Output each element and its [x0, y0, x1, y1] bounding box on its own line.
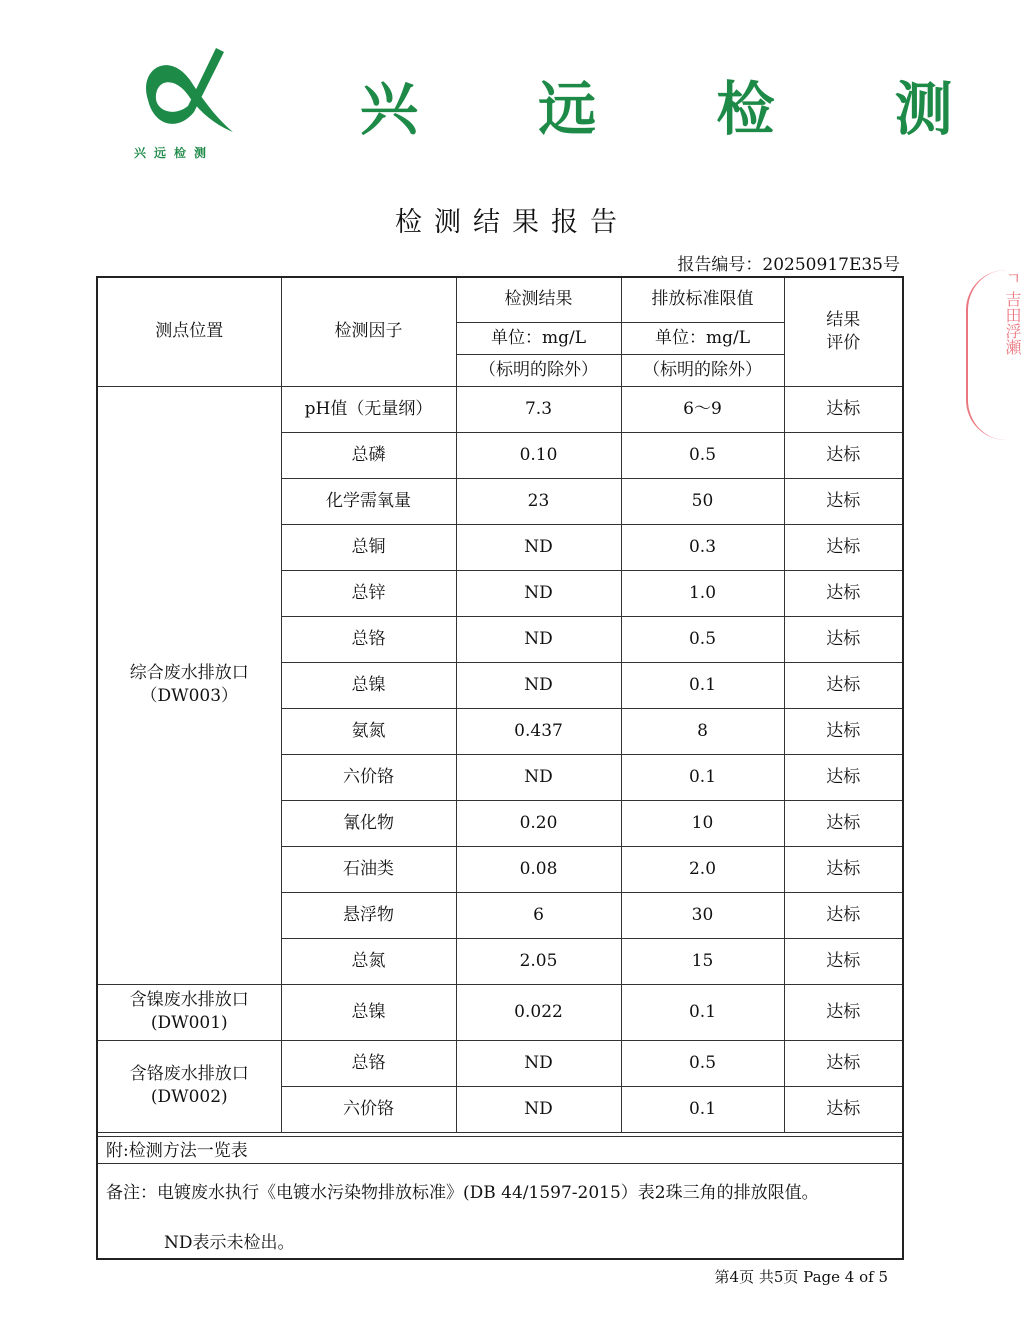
page-footer: 第4页 共5页 Page 4 of 5 [714, 1268, 888, 1286]
results-table [98, 278, 902, 1133]
result-cell: 0.20 [456, 800, 621, 846]
evaluation-cell: 达标 [784, 938, 902, 984]
header-limit: 排放标准限值 [621, 278, 784, 322]
nd-note: ND表示未检出。 [164, 1233, 295, 1253]
factor-cell: 六价铬 [281, 1086, 456, 1132]
table-row [98, 386, 902, 432]
brand-name: 兴 远 检 测 [360, 75, 1003, 143]
location-code: （DW003） [140, 686, 239, 706]
location-cell [98, 386, 281, 984]
logo-caption: 兴远检测 [134, 146, 215, 160]
result-cell: 23 [456, 478, 621, 524]
location-name: 含铬废水排放口 [129, 1064, 249, 1085]
result-cell: ND [456, 754, 621, 800]
evaluation-cell: 达标 [784, 708, 902, 754]
limit-cell: 6～9 [621, 386, 784, 432]
factor-cell: 总铜 [281, 524, 456, 570]
limit-cell: 1.0 [621, 570, 784, 616]
result-cell: 2.05 [456, 938, 621, 984]
evaluation-cell: 达标 [784, 386, 902, 432]
header-limit-note: （标明的除外） [621, 354, 784, 386]
header-result: 检测结果 [456, 278, 621, 322]
result-cell: ND [456, 1086, 621, 1132]
limit-cell: 0.1 [621, 662, 784, 708]
header-limit-unit: 单位：mg/L [621, 322, 784, 354]
factor-cell: 总磷 [281, 432, 456, 478]
result-cell: 0.437 [456, 708, 621, 754]
result-cell: 0.08 [456, 846, 621, 892]
evaluation-cell: 达标 [784, 846, 902, 892]
evaluation-cell: 达标 [784, 616, 902, 662]
factor-cell: 六价铬 [281, 754, 456, 800]
limit-cell: 50 [621, 478, 784, 524]
header-result-unit: 单位：mg/L [456, 322, 621, 354]
appendix-label: 附:检测方法一览表 [98, 1136, 902, 1164]
limit-cell: 2.0 [621, 846, 784, 892]
report-number: 报告编号：20250917E35号 [677, 255, 900, 275]
results-sheet [96, 276, 904, 1260]
limit-cell: 0.1 [621, 984, 784, 1040]
limit-cell: 10 [621, 800, 784, 846]
evaluation-cell: 达标 [784, 800, 902, 846]
evaluation-cell: 达标 [784, 892, 902, 938]
factor-cell: 悬浮物 [281, 892, 456, 938]
result-cell: 0.022 [456, 984, 621, 1040]
header-evaluation-line1: 结果 [826, 309, 861, 330]
table-row [98, 1040, 902, 1086]
result-cell: ND [456, 524, 621, 570]
result-cell: 0.10 [456, 432, 621, 478]
factor-cell: 总镍 [281, 984, 456, 1040]
location-name: 综合废水排放口 [129, 663, 249, 684]
limit-cell: 30 [621, 892, 784, 938]
page-title: 检测结果报告 [395, 207, 629, 238]
evaluation-cell: 达标 [784, 662, 902, 708]
result-cell: 6 [456, 892, 621, 938]
factor-cell: 总锌 [281, 570, 456, 616]
location-code: (DW001) [150, 1013, 228, 1033]
evaluation-cell: 达标 [784, 1040, 902, 1086]
limit-cell: 0.5 [621, 432, 784, 478]
result-cell: 7.3 [456, 386, 621, 432]
factor-cell: 总铬 [281, 1040, 456, 1086]
result-cell: ND [456, 616, 621, 662]
header-factor: 检测因子 [281, 278, 456, 386]
evaluation-cell: 达标 [784, 754, 902, 800]
evaluation-cell: 达标 [784, 984, 902, 1040]
limit-cell: 0.3 [621, 524, 784, 570]
factor-cell: 氨氮 [281, 708, 456, 754]
header-location: 测点位置 [98, 278, 281, 386]
seal-stamp [966, 270, 1024, 440]
factor-cell: 化学需氧量 [281, 478, 456, 524]
seal-text: ㄱ 吉田浮瀬 [1003, 270, 1022, 356]
result-cell: ND [456, 1040, 621, 1086]
logo-mark-icon [128, 40, 240, 140]
limit-cell: 0.1 [621, 754, 784, 800]
location-name: 含镍废水排放口 [129, 990, 249, 1011]
evaluation-cell: 达标 [784, 478, 902, 524]
table-row [98, 984, 902, 1040]
result-cell: ND [456, 570, 621, 616]
result-cell: ND [456, 662, 621, 708]
header-result-note: （标明的除外） [456, 354, 621, 386]
location-cell [98, 984, 281, 1040]
evaluation-cell: 达标 [784, 570, 902, 616]
factor-cell: 石油类 [281, 846, 456, 892]
company-logo [128, 40, 240, 160]
header-evaluation [784, 278, 902, 386]
limit-cell: 0.5 [621, 1040, 784, 1086]
header-evaluation-line2: 评价 [826, 332, 861, 353]
factor-cell: 总铬 [281, 616, 456, 662]
limit-cell: 0.5 [621, 616, 784, 662]
evaluation-cell: 达标 [784, 432, 902, 478]
evaluation-cell: 达标 [784, 1086, 902, 1132]
location-cell [98, 1040, 281, 1132]
limit-cell: 0.1 [621, 1086, 784, 1132]
remark-text: 备注：电镀废水执行《电镀水污染物排放标准》(DB 44/1597-2015）表2珠三角的排放限值。 [106, 1183, 819, 1203]
factor-cell: 总镍 [281, 662, 456, 708]
limit-cell: 15 [621, 938, 784, 984]
factor-cell: pH值（无量纲） [281, 386, 456, 432]
evaluation-cell: 达标 [784, 524, 902, 570]
factor-cell: 氰化物 [281, 800, 456, 846]
factor-cell: 总氮 [281, 938, 456, 984]
location-code: (DW002) [150, 1087, 228, 1107]
limit-cell: 8 [621, 708, 784, 754]
